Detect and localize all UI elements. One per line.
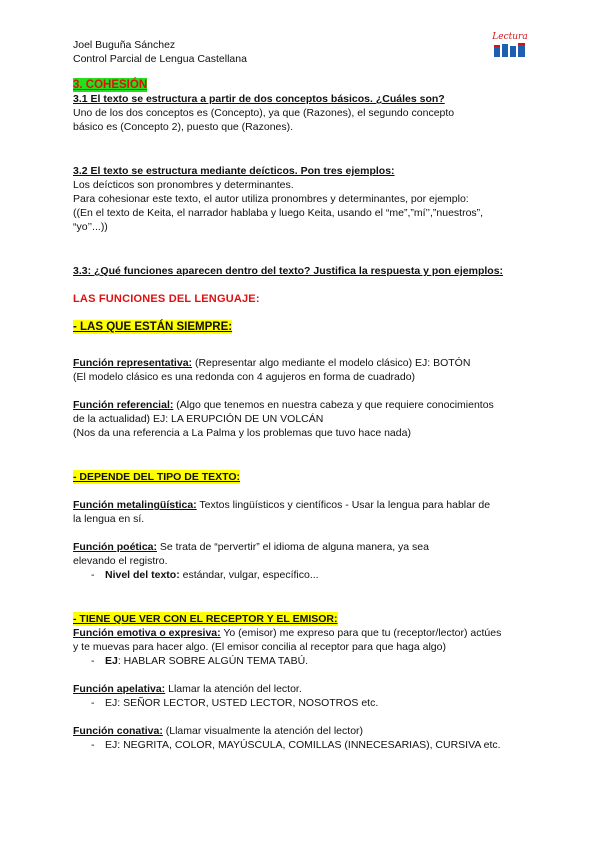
function-referencial (73, 398, 533, 412)
answer-3-2-line: ((En el texto de Keita, el narrador hablaba y luego Keita, usando el “me”,”mí’’,”nuestros”, (73, 207, 484, 219)
function-conativa (73, 724, 533, 738)
bullet-text: estándar, vulgar, específico... (179, 569, 319, 581)
function-text: elevando el registro. (73, 555, 168, 567)
function-text: Textos lingüísticos y científicos - Usar la lengua para hablar de (196, 499, 491, 511)
bullet-text: EJ: SEÑOR LECTOR, USTED LECTOR, NOSOTROS etc. (105, 697, 379, 709)
section-title: 3. COHESIÓN (73, 79, 148, 91)
function-text: (El modelo clásico es una redonda con 4 agujeros en forma de cuadrado) (73, 371, 416, 383)
bullet-text: : HABLAR SOBRE ALGÚN TEMA TABÚ. (117, 655, 309, 667)
document-subtitle: Control Parcial de Lengua Castellana (73, 53, 247, 65)
function-text: (Representar algo mediante el modelo clásico) EJ: BOTÓN (192, 357, 471, 369)
bullet-text: EJ: NEGRITA, COLOR, MAYÚSCULA, COMILLAS (INNECESARIAS), CURSIVA etc. (105, 739, 501, 751)
function-name: Función poética: (73, 541, 157, 553)
function-text: (Algo que tenemos en nuestra cabeza y que requiere conocimientos (173, 399, 494, 411)
function-text: Se trata de “pervertir” el idioma de alguna manera, ya sea (157, 541, 429, 553)
question-3-3: 3.3: ¿Qué funciones aparecen dentro del texto? Justifica la respuesta y pon ejemplos: (73, 265, 504, 277)
answer-3-2-line: “yo’’...)) (73, 221, 108, 233)
answer-3-1-line: Uno de los dos conceptos es (Concepto), ya que (Razones), el segundo concepto (73, 107, 455, 119)
author-name: Joel Buguña Sánchez (73, 39, 176, 51)
function-text: (Llamar visualmente la atención del lector) (162, 725, 364, 737)
function-name: Función apelativa: (73, 683, 166, 695)
function-name: Función representativa: (73, 357, 193, 369)
function-name: Función metalingüística: (73, 499, 197, 511)
function-emotiva (73, 626, 533, 640)
list-item: - Nivel del texto: estándar, vulgar, específico... (91, 569, 319, 581)
bullet-label: EJ (105, 655, 118, 667)
function-representativa (73, 356, 533, 370)
group-receptor-emisor-heading: - TIENE QUE VER CON EL RECEPTOR Y EL EMISOR: (73, 613, 338, 625)
question-3-1: 3.1 El texto se estructura a partir de dos conceptos básicos. ¿Cuáles son? (73, 93, 445, 105)
functions-title: LAS FUNCIONES DEL LENGUAJE: (73, 293, 260, 305)
bullet-label: Nivel del texto: (105, 569, 180, 581)
function-text: la lengua en sí. (73, 513, 145, 525)
function-text: (Nos da una referencia a La Palma y los problemas que tuvo hace nada) (73, 427, 411, 439)
function-name: Función conativa: (73, 725, 163, 737)
list-item: - EJ: NEGRITA, COLOR, MAYÚSCULA, COMILLAS (INNECESARIAS), CURSIVA etc. (91, 739, 501, 751)
function-text: de la actualidad) EJ: LA ERUPCIÓN DE UN VOLCÁN (73, 413, 324, 425)
answer-3-1-line: básico es (Concepto 2), puesto que (Razones). (73, 121, 294, 133)
function-name: Función emotiva o expresiva: (73, 627, 221, 639)
function-poetica (73, 540, 533, 554)
list-item: - EJ: HABLAR SOBRE ALGÚN TEMA TABÚ. (91, 655, 309, 667)
answer-3-2-line: Los deícticos son pronombres y determinantes. (73, 179, 294, 191)
answer-3-2-line: Para cohesionar este texto, el autor utiliza pronombres y determinantes, por ejemplo: (73, 193, 469, 205)
function-text: Yo (emisor) me expreso para que tu (receptor/lector) actúes (220, 627, 502, 639)
function-metalinguistica (73, 498, 533, 512)
list-item: - EJ: SEÑOR LECTOR, USTED LECTOR, NOSOTROS etc. (91, 697, 379, 709)
function-text: y te muevas para hacer algo. (El emisor concilia al receptor para que haga algo) (73, 641, 446, 653)
function-text: Llamar la atención del lector. (165, 683, 302, 695)
document-page (73, 38, 533, 752)
group-always-heading: - LAS QUE ESTÁN SIEMPRE: (73, 321, 233, 333)
function-name: Función referencial: (73, 399, 174, 411)
question-3-2: 3.2 El texto se estructura mediante deícticos. Pon tres ejemplos: (73, 165, 395, 177)
logo-text: Lectura (492, 32, 528, 42)
function-apelativa (73, 682, 533, 696)
group-depends-heading: - DEPENDE DEL TIPO DE TEXTO: (73, 471, 241, 483)
